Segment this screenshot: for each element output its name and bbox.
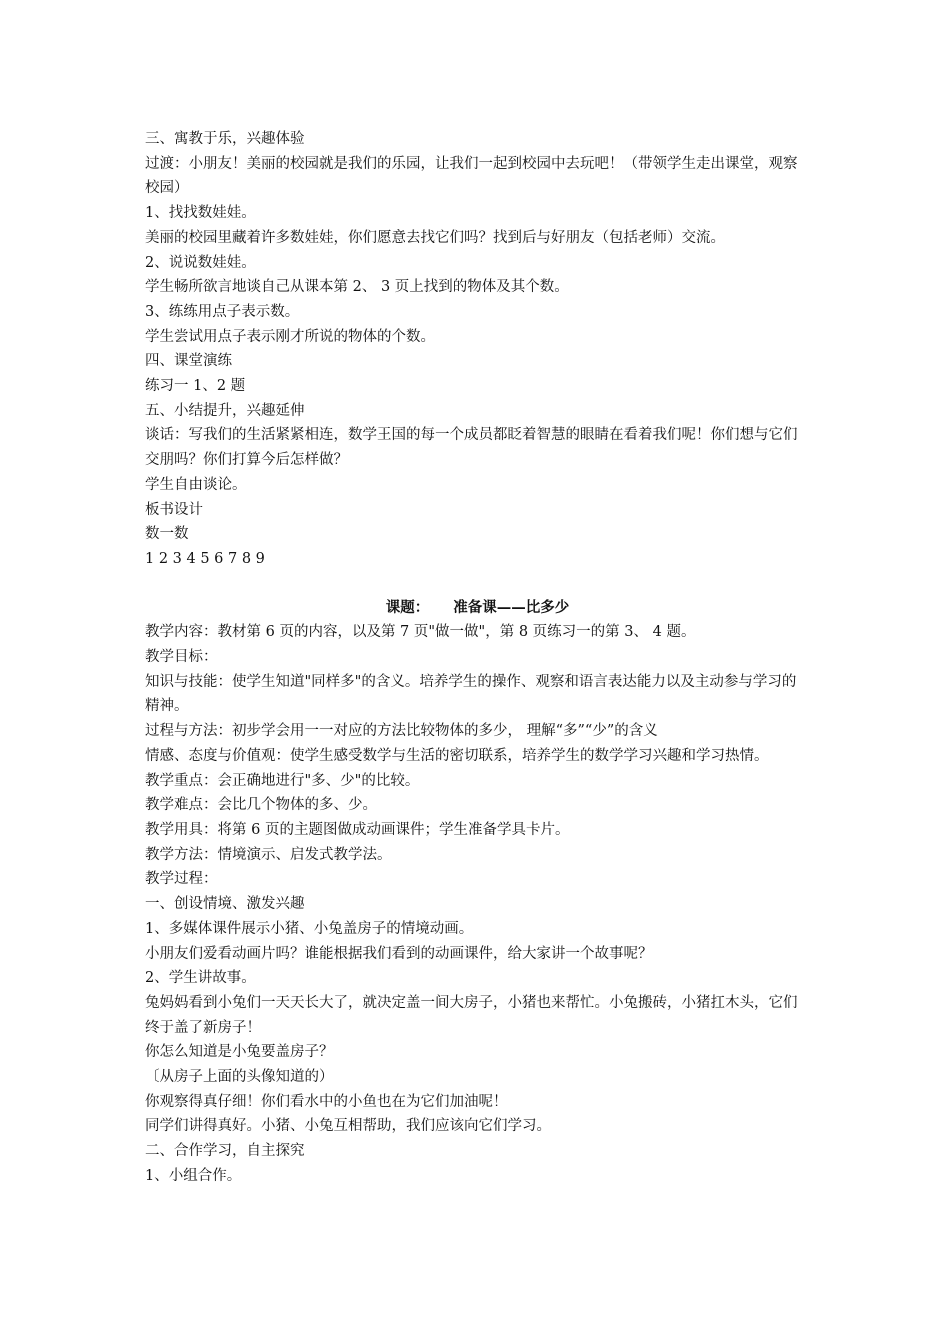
- paragraph: 教学难点：会比几个物体的多、少。: [145, 797, 377, 814]
- paragraph: 二、合作学习，自主探究: [145, 1143, 305, 1160]
- paragraph: 美丽的校园里藏着许多数娃娃，你们愿意去找它们吗？找到后与好朋友（包括老师）交流。: [145, 229, 725, 246]
- document-page: [145, 127, 810, 1189]
- paragraph: 练习一 1、2 题: [145, 378, 246, 395]
- paragraph: 学生自由谈论。: [145, 476, 247, 493]
- paragraph: 三、寓教于乐，兴趣体验: [145, 131, 305, 147]
- paragraph: 2、说说数娃娃。: [145, 254, 256, 271]
- paragraph: 数一数: [145, 526, 189, 543]
- section-one: [145, 127, 810, 572]
- section-two: [145, 620, 810, 1188]
- lesson-title: [145, 596, 810, 621]
- paragraph: 同学们讲得真好。小猪、小兔互相帮助，我们应该向它们学习。: [145, 1118, 551, 1135]
- paragraph: 四、课堂演练: [145, 353, 232, 370]
- paragraph: 板书设计: [145, 501, 203, 518]
- paragraph: 教学目标：: [145, 649, 218, 666]
- paragraph: 谈话：写我们的生活紧紧相连，数学王国的每一个成员都眨着智慧的眼睛在看着我们呢！你们想与它们交朋吗？你们打算今后怎样做？: [145, 427, 798, 469]
- lesson-title-label: 课题：: [385, 598, 430, 616]
- paragraph: 知识与技能：使学生知道"同样多"的含义。培养学生的操作、观察和语言表达能力以及主动参与学习的精神。: [145, 673, 797, 715]
- paragraph: 教学重点：会正确地进行"多、少"的比较。: [145, 772, 420, 789]
- paragraph: 你怎么知道是小兔要盖房子？: [145, 1044, 334, 1061]
- paragraph: 情感、态度与价值观：使学生感受数学与生活的密切联系，培养学生的数学学习兴趣和学习热情。: [145, 747, 769, 764]
- paragraph: 一、创设情境、激发兴趣: [145, 896, 305, 913]
- paragraph: 过程与方法：初步学会用一一对应的方法比较物体的多少， 理解“多”“少”的含义: [145, 723, 658, 740]
- paragraph: 3、练练用点子表示数。: [145, 303, 300, 320]
- blank-line: [145, 572, 810, 596]
- paragraph: 学生尝试用点子表示刚才所说的物体的个数。: [145, 328, 435, 345]
- paragraph: 2、学生讲故事。: [145, 970, 256, 987]
- paragraph: 学生畅所欲言地谈自己从课本第 2、 3 页上找到的物体及其个数。: [145, 279, 569, 296]
- paragraph: 小朋友们爱看动画片吗？谁能根据我们看到的动画课件，给大家讲一个故事呢？: [145, 945, 653, 962]
- paragraph: 五、小结提升，兴趣延伸: [145, 402, 305, 419]
- paragraph: 教学内容：教材第 6 页的内容，以及第 7 页"做一做"，第 8 页练习一的第 3、 4 题。: [145, 624, 696, 641]
- paragraph: 过渡：小朋友！美丽的校园就是我们的乐园，让我们一起到校园中去玩吧！（带领学生走出课堂，观察校园）: [145, 155, 798, 197]
- paragraph: 1 2 3 4 5 6 7 8 9: [145, 550, 265, 567]
- paragraph: 1、多媒体课件展示小猪、小兔盖房子的情境动画。: [145, 920, 474, 937]
- paragraph: 1、找找数娃娃。: [145, 205, 256, 222]
- paragraph: 教学过程：: [145, 871, 218, 888]
- paragraph: 兔妈妈看到小兔们一天天长大了，就决定盖一间大房子，小猪也来帮忙。小兔搬砖，小猪扛木头，它们终于盖了新房子！: [145, 994, 798, 1036]
- paragraph: 1、小组合作。: [145, 1167, 242, 1184]
- lesson-title-text: 准备课——比多少: [453, 598, 570, 616]
- paragraph: 教学用具：将第 6 页的主题图做成动画课件；学生准备学具卡片。: [145, 821, 570, 838]
- paragraph: 〔从房子上面的头像知道的）: [145, 1069, 334, 1086]
- paragraph: 教学方法：情境演示、启发式教学法。: [145, 846, 392, 863]
- paragraph: 你观察得真仔细！你们看水中的小鱼也在为它们加油呢！: [145, 1093, 508, 1110]
